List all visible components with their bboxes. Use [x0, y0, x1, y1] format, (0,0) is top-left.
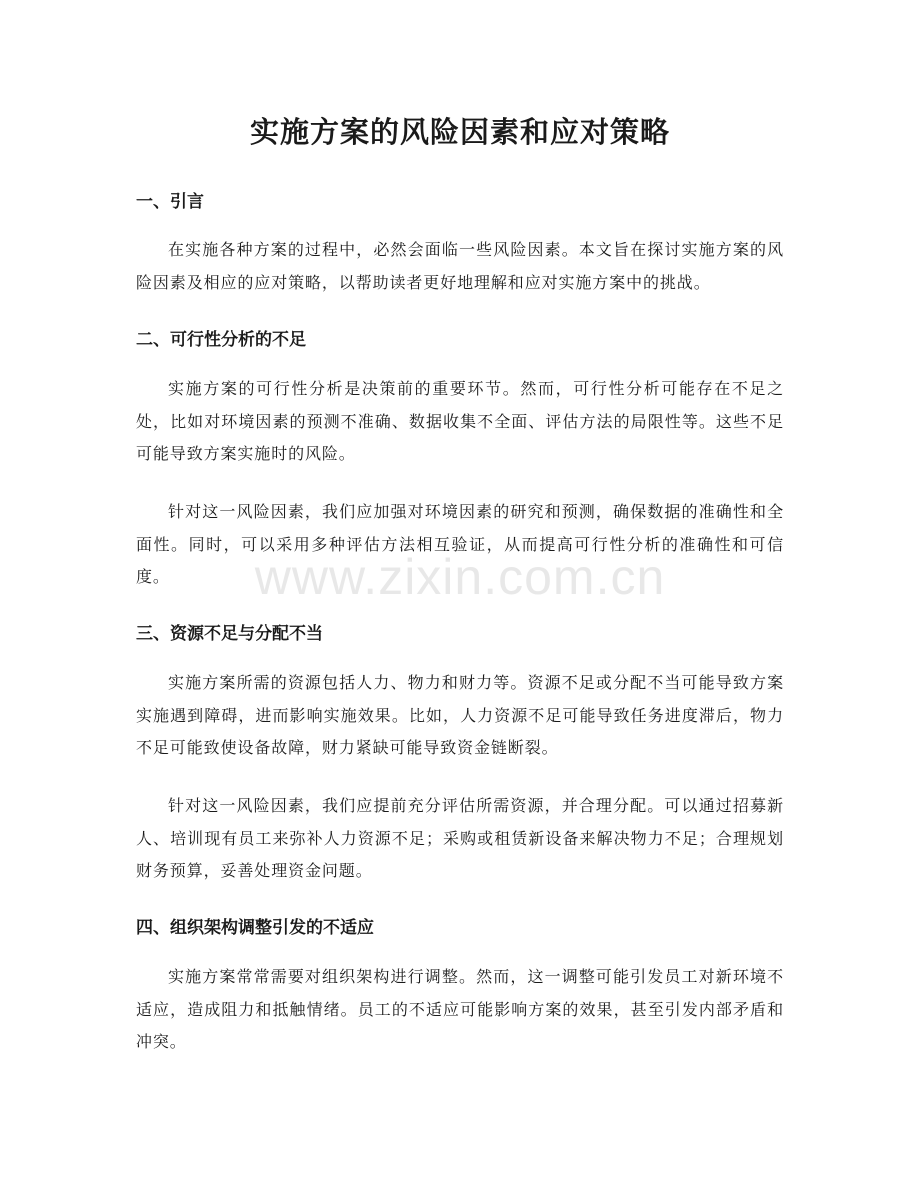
section-heading-feasibility: 二、可行性分析的不足 [136, 330, 306, 350]
paragraph-introduction: 在实施各种方案的过程中，必然会面临一些风险因素。本文旨在探讨实施方案的风险因素及相应的应对策略，以帮助读者更好地理解和应对实施方案中的挑战。 [136, 240, 784, 292]
paragraph-resources-1: 实施方案所需的资源包括人力、物力和财力等。资源不足或分配不当可能导致方案实施遇到障碍，进而影响实施效果。比如，人力资源不足可能导致任务进度滞后，物力不足可能致使设备故障，财力紧缺可能导致资金链断裂。 [136, 673, 784, 758]
watermark: www.zixin.com.cn [254, 549, 666, 605]
section-heading-introduction: 一、引言 [136, 192, 204, 212]
paragraph-resources-2: 针对这一风险因素，我们应提前充分评估所需资源，并合理分配。可以通过招募新人、培训现有员工来弥补人力资源不足；采购或租赁新设备来解决物力不足；合理规划财务预算，妥善处理资金问题。 [136, 796, 784, 881]
document-title: 实施方案的风险因素和应对策略 [249, 115, 670, 149]
paragraph-feasibility-2: 针对这一风险因素，我们应加强对环境因素的研究和预测，确保数据的准确性和全面性。同时，可以采用多种评估方法相互验证，从而提高可行性分析的准确性和可信度。 [136, 502, 784, 587]
section-heading-resources: 三、资源不足与分配不当 [136, 624, 323, 644]
section-heading-organization: 四、组织架构调整引发的不适应 [136, 918, 374, 938]
paragraph-feasibility-1: 实施方案的可行性分析是决策前的重要环节。然而，可行性分析可能存在不足之处，比如对环境因素的预测不准确、数据收集不全面、评估方法的局限性等。这些不足可能导致方案实施时的风险。 [136, 379, 784, 464]
paragraph-organization-1: 实施方案常常需要对组织架构进行调整。然而，这一调整可能引发员工对新环境不适应，造成阻力和抵触情绪。员工的不适应可能影响方案的效果，甚至引发内部矛盾和冲突。 [136, 967, 784, 1052]
